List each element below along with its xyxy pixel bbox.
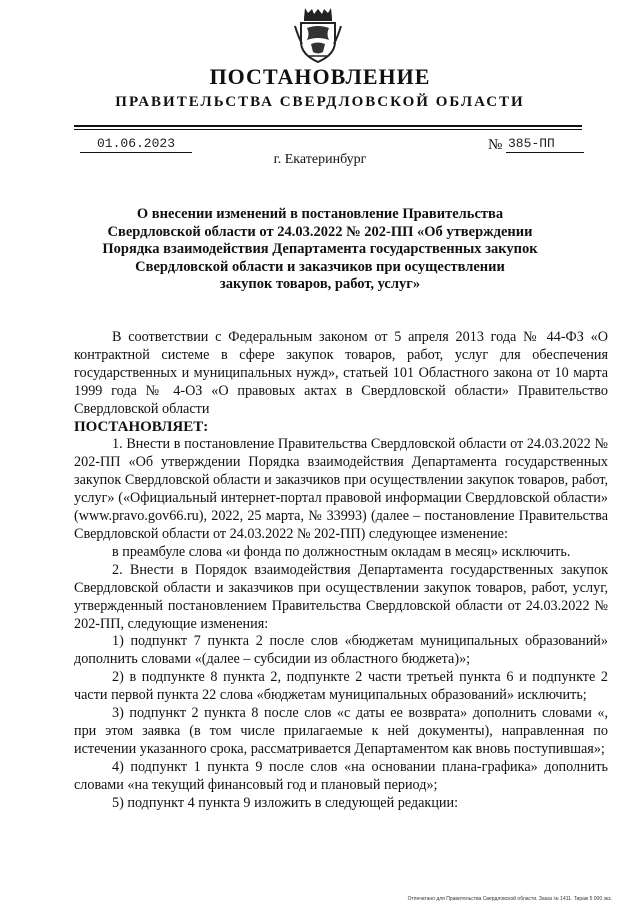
decree-date: 01.06.2023 [80, 136, 192, 153]
body-paragraph: 2. Внести в Порядок взаимодействия Департамента государственных закупок Свердловской области и заказчиков при осуществлении закупок товаров, работ, услуг, утвержденный постановлением Правительства Свердловской области от 24.03.2022 № 202-ПП, следующие изменения: [74, 561, 608, 632]
heading-line: Свердловской области от 24.03.2022 № 202-ПП «Об утверждении [107, 223, 533, 240]
body-paragraph: 3) подпункт 2 пункта 8 после слов «с даты ее возврата» дополнить словами «, при этом заявка (в том числе прилагаемые к ней документы), направленная по истечении указанного срока, рассматривается Департаментом как вновь поступившая»; [74, 705, 608, 757]
document-title: ПОСТАНОВЛЕНИЕ [209, 64, 431, 89]
header-rule-thin [74, 129, 582, 130]
body-paragraph: 1. Внести в постановление Правительства Свердловской области от 24.03.2022 № 202-ПП «Об утверждении Порядка взаимодействия Департамента государственных закупок Свердловской области и заказчиков при осуществлении закупок товаров, работ, услуг» («Официальный интернет-портал правовой информации Свердловской области» (www.pravo.gov66.ru), 2022, 25 марта, № 33993) (далее – постановление Правительства Свердловской области от 24.03.2022 № 202-ПП) следующее изменение: [74, 436, 608, 542]
body-paragraph: в преамбуле слова «и фонда по должностным окладам в месяц» исключить. [112, 543, 571, 560]
decree-label: ПОСТАНОВЛЯЕТ: [74, 418, 209, 435]
decree-number: 385-ПП [506, 136, 584, 153]
decree-heading [90, 206, 550, 294]
coat-of-arms-icon [293, 6, 343, 64]
city-line: г. Екатеринбург [273, 152, 367, 167]
document-subtitle: ПРАВИТЕЛЬСТВА СВЕРДЛОВСКОЙ ОБЛАСТИ [115, 94, 525, 110]
body-paragraph: 4) подпункт 1 пункта 9 после слов «на основании плана-графика» дополнить словами «на текущий финансовый год и плановый период»; [74, 758, 608, 793]
body-paragraph: 5) подпункт 4 пункта 9 изложить в следующей редакции: [112, 794, 459, 811]
body-paragraph: 2) в подпункте 8 пункта 2, подпункте 2 части третьей пункта 6 и подпункте 2 части первой пункта 22 слова «бюджетам муниципальных образований» исключить; [74, 669, 608, 704]
preamble-paragraph: В соответствии с Федеральным законом от 5 апреля 2013 года № 44-ФЗ «О контрактной системе в сфере закупок товаров, работ, услуг для обеспечения государственных и муниципальных нужд», статьей 101 Областного закона от 10 марта 1999 года № 4-ОЗ «О правовых актах в Свердловской области» Правительство Свердловской области [74, 329, 608, 417]
print-footer: Отпечатано для Правительства Свердловской области. Заказ № 1411. Тираж 5 000 экз. [407, 896, 612, 902]
heading-line: Порядка взаимодействия Департамента государственных закупок [102, 241, 538, 257]
heading-line: Свердловской области и заказчиков при осуществлении [135, 258, 505, 275]
header-rule-thick [74, 125, 582, 127]
body-paragraph: 1) подпункт 7 пункта 2 после слов «бюджетам муниципальных образований» дополнить словами «(далее – субсидии из областного бюджета)»; [74, 633, 608, 668]
heading-line: закупок товаров, работ, услуг» [219, 276, 421, 292]
decree-body [74, 329, 608, 812]
heading-line: О внесении изменений в постановление Правительства [136, 206, 504, 222]
number-sign: № [488, 137, 503, 153]
